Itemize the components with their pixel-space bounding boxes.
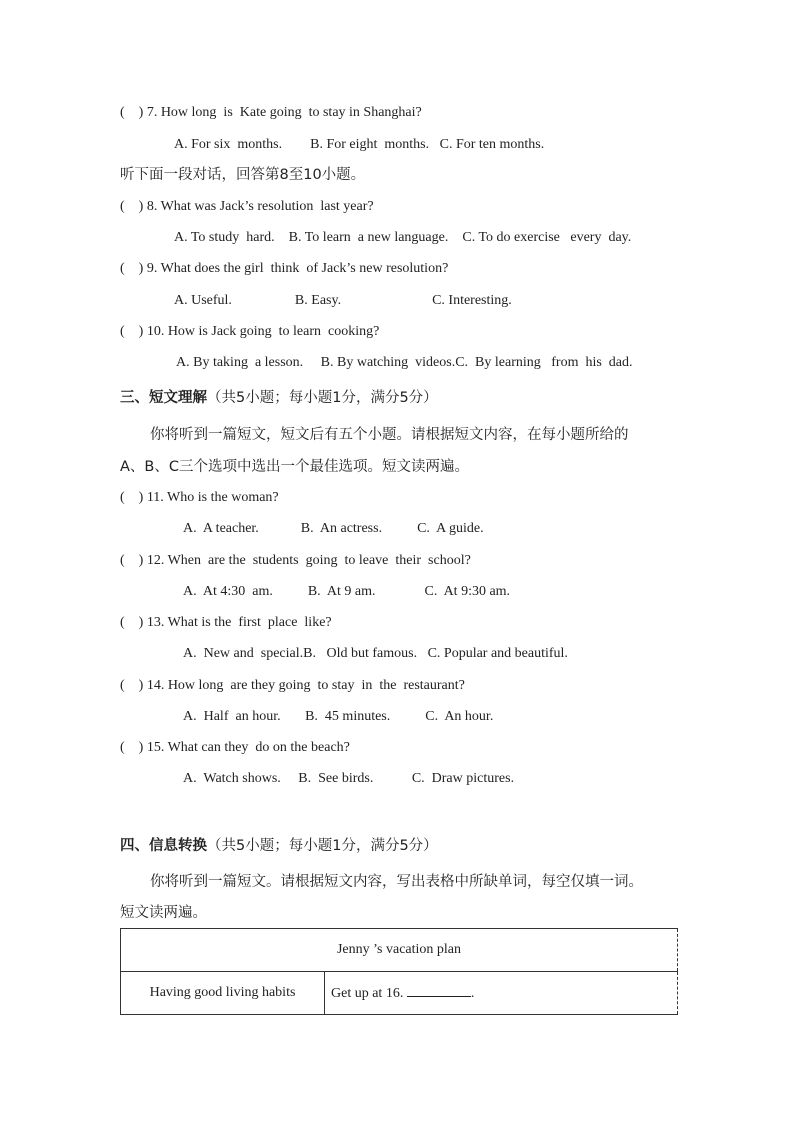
section-4-intro-line2: 短文读两遍。 (120, 905, 207, 921)
question-14: ( ) 14. How long are they going to stay in the restaurant? (120, 678, 465, 693)
question-10-options: A. By taking a lesson. B. By watching videos.C. By learning from his dad. (176, 355, 633, 370)
section-4-title: 四、信息转换 (120, 838, 207, 854)
section-3-subtitle: （共5小题；每小题1分，满分5分） (207, 390, 438, 406)
section-4-intro-line1: 你将听到一篇短文。请根据短文内容，写出表格中所缺单词，每空仅填一词。 (150, 874, 643, 890)
question-7-options: A. For six months. B. For eight months. C. For ten months. (174, 137, 545, 152)
section-4-subtitle: （共5小题；每小题1分，满分5分） (207, 838, 438, 854)
question-13-options: A. New and special.B. Old but famous. C. Popular and beautiful. (183, 646, 568, 661)
question-9: ( ) 9. What does the girl think of Jack’s new resolution? (120, 261, 449, 276)
vacation-plan-table (120, 928, 678, 1015)
question-15: ( ) 15. What can they do on the beach? (120, 740, 350, 755)
question-14-options: A. Half an hour. B. 45 minutes. C. An hour. (183, 709, 494, 724)
question-8-options: A. To study hard. B. To learn a new language. C. To do exercise every day. (174, 230, 632, 245)
question-12: ( ) 12. When are the students going to leave their school? (120, 553, 471, 568)
section-3-heading (120, 389, 438, 407)
question-9-options: A. Useful. B. Easy. C. Interesting. (174, 293, 512, 308)
section-3-title: 三、短文理解 (120, 390, 207, 406)
table-row-text: Get up at 16. (331, 986, 407, 1001)
section-4-heading (120, 837, 438, 855)
question-11-options: A. A teacher. B. An actress. C. A guide. (183, 521, 484, 536)
question-11: ( ) 11. Who is the woman? (120, 490, 279, 505)
question-10: ( ) 10. How is Jack going to learn cooking? (120, 324, 380, 339)
answer-blank-16[interactable] (407, 984, 471, 997)
listening-instruction: 听下面一段对话，回答第8至10小题。 (120, 167, 366, 183)
question-7: ( ) 7. How long is Kate going to stay in Shanghai? (120, 105, 422, 120)
table-title: Jenny ’s vacation plan (121, 929, 678, 972)
section-3-intro-line2: A、B、C三个选项中选出一个最佳选项。短文读两遍。 (120, 459, 469, 475)
question-8: ( ) 8. What was Jack’s resolution last year? (120, 199, 374, 214)
question-15-options: A. Watch shows. B. See birds. C. Draw pictures. (183, 771, 515, 786)
question-13: ( ) 13. What is the first place like? (120, 615, 332, 630)
table-row-label: Having good living habits (121, 972, 325, 1015)
section-3-intro-line1: 你将听到一篇短文，短文后有五个小题。请根据短文内容，在每小题所给的 (150, 427, 629, 443)
table-row-value (325, 972, 678, 1015)
question-12-options: A. At 4:30 am. B. At 9 am. C. At 9:30 am. (183, 584, 511, 599)
table-row-end: . (470, 986, 475, 1001)
